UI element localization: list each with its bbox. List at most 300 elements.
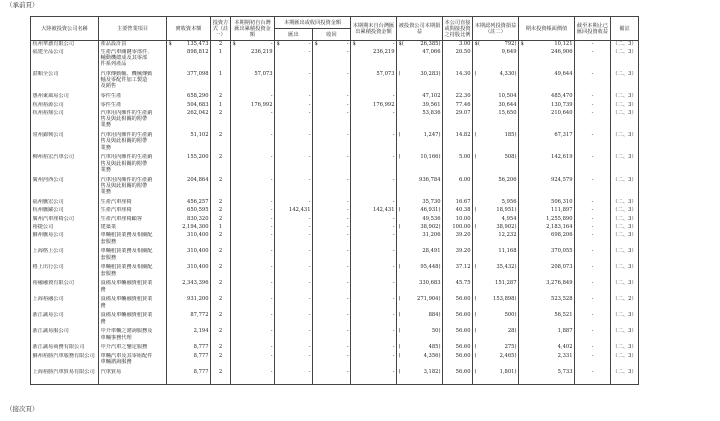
table-row <box>31 49 639 71</box>
cell-capital <box>167 353 211 369</box>
cell-method <box>211 280 231 296</box>
cell-book-value-value: 142,619 <box>551 154 573 161</box>
cell-outflow <box>275 71 313 93</box>
cell-recognized <box>473 49 519 71</box>
cell-end-amount <box>351 353 397 369</box>
cell-company-name <box>31 264 99 280</box>
currency-symbol: $ <box>474 41 478 47</box>
cell-business <box>99 353 167 369</box>
cell-book-value-value: 2,331 <box>557 352 573 359</box>
cell-company-name <box>31 280 99 296</box>
cell-profit-value: 3,182 <box>423 368 439 375</box>
cell-business-value: 生產汽車座椅 <box>100 207 132 214</box>
cell-business-value: 建築業 <box>100 223 117 230</box>
cell-recognized <box>473 369 519 385</box>
cell-remark <box>611 328 639 344</box>
cell-begin-amount-value: - <box>270 41 273 47</box>
cell-business <box>99 344 167 352</box>
cell-begin-amount-value: - <box>270 368 273 375</box>
cell-inflow-value: - <box>346 41 349 47</box>
cell-company-name <box>31 207 99 215</box>
cell-repatriated <box>575 369 611 385</box>
cell-end-amount-value: - <box>392 352 395 359</box>
cell-inflow <box>313 344 351 352</box>
cell-holding-pct-value: 20.50 <box>455 48 471 55</box>
negative-paren-close: ) <box>514 352 517 359</box>
cell-remark-value: （二、3） <box>612 110 637 117</box>
cell-company-name-value: 湛順全公司 <box>32 71 59 78</box>
cell-book-value <box>519 232 575 248</box>
cell-company-name <box>31 154 99 176</box>
cell-recognized <box>473 71 519 93</box>
negative-paren-open: ( <box>398 132 401 139</box>
cell-recognized-value: 15,650 <box>498 110 517 117</box>
cell-company-name-value: 上海裕勝汽車貿易有限公司 <box>32 368 95 375</box>
header-outflow: 匯出 <box>275 29 313 41</box>
cell-holding-pct-value: 40.38 <box>455 207 471 214</box>
cell-repatriated <box>575 132 611 154</box>
cell-book-value-value: 49,644 <box>554 71 573 78</box>
cell-remark-value: （二、3） <box>612 132 637 139</box>
header-capital: 實收資本額 <box>167 17 211 41</box>
cell-company-name <box>31 312 99 328</box>
cell-holding-pct <box>443 232 473 248</box>
cell-begin-amount-value: - <box>270 176 273 183</box>
cell-end-amount-value: 236,219 <box>373 48 395 55</box>
negative-paren-close: ) <box>438 71 441 78</box>
cell-remark <box>611 199 639 207</box>
cell-company-name-value: 廣州河西公司 <box>32 176 64 183</box>
cell-remark-value: （二、3） <box>612 198 637 205</box>
cell-method <box>211 71 231 93</box>
currency-symbol: $ <box>314 41 318 47</box>
cell-holding-pct <box>443 264 473 280</box>
cell-remark <box>611 280 639 296</box>
cell-repatriated-value: - <box>591 328 594 335</box>
negative-paren-close: ) <box>514 296 517 303</box>
cell-repatriated-value: - <box>591 280 594 287</box>
currency-symbol: $ <box>232 41 236 47</box>
cell-inflow <box>313 132 351 154</box>
cell-company-name <box>31 93 99 101</box>
cell-inflow-value: - <box>346 232 349 239</box>
cell-capital <box>167 199 211 207</box>
negative-paren-close: ) <box>438 312 441 319</box>
cell-end-amount <box>351 264 397 280</box>
cell-inflow-value: - <box>346 93 349 100</box>
cell-capital <box>167 93 211 101</box>
cell-holding-pct-value: 39.20 <box>455 248 471 255</box>
cell-business-value: 生產汽車座椅顧客 <box>100 215 143 222</box>
cell-capital <box>167 344 211 352</box>
cell-capital-value: 8,777 <box>193 344 209 351</box>
cell-business-value: 車輛租賃業務及相關配 套服務 <box>100 232 153 245</box>
cell-begin-amount-value: - <box>270 232 273 239</box>
cell-business <box>99 280 167 296</box>
cell-method-value: 2 <box>218 110 223 117</box>
cell-company-name-value: 廣州汽車座椅公司 <box>32 215 75 222</box>
negative-paren-open: ( <box>474 296 477 303</box>
cell-recognized-value: 9,649 <box>501 48 517 55</box>
cell-profit-value: 35,730 <box>422 198 441 205</box>
cell-business <box>99 216 167 224</box>
cell-remark <box>611 177 639 199</box>
cell-inflow-value: - <box>346 176 349 183</box>
negative-paren-open: ( <box>474 264 477 271</box>
cell-inflow-value: - <box>346 312 349 319</box>
negative-paren-open: ( <box>474 368 477 375</box>
cell-repatriated <box>575 264 611 280</box>
cell-book-value-value: 246,906 <box>551 48 573 55</box>
cell-recognized <box>473 353 519 369</box>
currency-symbol: $ <box>352 41 356 47</box>
cell-repatriated <box>575 248 611 264</box>
cell-end-amount-value: - <box>392 154 395 161</box>
negative-paren-close: ) <box>438 296 441 303</box>
negative-paren-close: ) <box>438 368 441 375</box>
cell-repatriated <box>575 41 611 49</box>
cell-recognized <box>473 224 519 232</box>
cell-end-amount-value: - <box>392 344 395 351</box>
cell-capital <box>167 102 211 110</box>
cell-book-value <box>519 102 575 110</box>
negative-paren-close: ) <box>514 368 517 375</box>
cell-inflow-value: - <box>346 110 349 117</box>
cell-capital <box>167 224 211 232</box>
cell-book-value-value: 485,470 <box>551 93 573 100</box>
cell-begin-amount-value: - <box>270 110 273 117</box>
cell-company-name-value: 杭州華創有限公司 <box>32 41 75 47</box>
cell-inflow-value: - <box>346 101 349 108</box>
cell-profit-value: 38,902 <box>420 223 439 230</box>
cell-book-value <box>519 132 575 154</box>
cell-recognized <box>473 110 519 132</box>
cell-outflow-value: - <box>308 368 311 375</box>
cell-method-value: 2 <box>218 154 223 161</box>
cell-recognized <box>473 312 519 328</box>
table-row <box>31 264 639 280</box>
cell-repatriated-value: - <box>591 232 594 239</box>
cell-inflow-value: - <box>346 296 349 303</box>
currency-symbol: $ <box>520 41 524 47</box>
cell-capital <box>167 296 211 312</box>
cell-method-value: 2 <box>218 368 223 375</box>
cell-business-value: 零件生產 <box>100 93 122 100</box>
table-row <box>31 232 639 248</box>
cell-inflow <box>313 224 351 232</box>
cell-holding-pct <box>443 41 473 49</box>
header-pct: 本公司直接或間接投資之持股比例 <box>443 17 473 41</box>
cell-company-name <box>31 102 99 110</box>
cell-begin-amount-value: 236,219 <box>251 48 273 55</box>
cell-book-value-value: 10,121 <box>554 41 573 47</box>
cell-capital-value: 8,777 <box>193 368 209 375</box>
cell-outflow <box>275 110 313 132</box>
cell-method <box>211 49 231 71</box>
cell-company-name-value: 上海格上公司 <box>32 248 64 255</box>
cell-end-amount-value: - <box>392 198 395 205</box>
negative-paren-close: ) <box>514 312 517 319</box>
cell-begin-amount <box>231 280 275 296</box>
cell-capital-value: 310,400 <box>187 264 209 271</box>
cell-outflow-value: - <box>308 312 311 319</box>
cell-inflow-value: - <box>346 48 349 55</box>
cell-holding-pct <box>443 344 473 352</box>
negative-paren-close: ) <box>514 223 517 230</box>
header-remark: 備註 <box>611 17 639 41</box>
cell-outflow <box>275 264 313 280</box>
cell-remark-value: （二、3） <box>612 248 637 255</box>
cell-business-value: 汽車傳動軸、機械傳動 軸及零配件加工製造 及銷售 <box>100 71 153 90</box>
cell-capital <box>167 154 211 176</box>
cell-business <box>99 154 167 176</box>
cell-remark-value: （二、3） <box>612 344 637 351</box>
cell-business <box>99 328 167 344</box>
cell-begin-amount <box>231 49 275 71</box>
cell-begin-amount <box>231 154 275 176</box>
cell-begin-amount-value: - <box>270 248 273 255</box>
cell-recognized-value: 4,954 <box>501 215 517 222</box>
negative-paren-close: ) <box>514 344 517 351</box>
cell-begin-amount <box>231 344 275 352</box>
cell-remark-value: （二、3） <box>612 207 637 214</box>
cell-holding-pct-value: 39.20 <box>455 232 471 239</box>
cell-profit-value: 39,561 <box>422 101 441 108</box>
cell-remark <box>611 224 639 232</box>
cell-business-value: 設備及車輛融資租賃業 務 <box>100 296 153 309</box>
cell-method-value: 2 <box>218 352 223 359</box>
cell-inflow-value: - <box>346 264 349 271</box>
cell-end-amount-value: - <box>392 93 395 100</box>
cell-remark <box>611 369 639 385</box>
cell-holding-pct <box>443 102 473 110</box>
cell-end-amount <box>351 132 397 154</box>
cell-outflow-value: - <box>308 296 311 303</box>
cell-business <box>99 207 167 215</box>
cell-profit-value: 485 <box>428 344 439 351</box>
negative-paren-open: ( <box>474 132 477 139</box>
table-row <box>31 71 639 93</box>
cell-outflow-value: - <box>308 110 311 117</box>
cell-inflow-value: - <box>346 207 349 214</box>
cell-profit <box>397 280 443 296</box>
cell-remark-value: （二、3） <box>612 232 637 239</box>
cell-holding-pct <box>443 49 473 71</box>
cell-begin-amount-value: - <box>270 207 273 214</box>
cell-begin-amount <box>231 328 275 344</box>
cell-profit <box>397 353 443 369</box>
cell-method <box>211 93 231 101</box>
cell-book-value <box>519 296 575 312</box>
cell-end-amount <box>351 224 397 232</box>
cell-begin-amount <box>231 41 275 49</box>
cell-profit <box>397 110 443 132</box>
cell-outflow <box>275 177 313 199</box>
cell-recognized-value: 500 <box>504 312 515 319</box>
negative-paren-close: ) <box>514 132 517 139</box>
header-inflow: 收回 <box>313 29 351 41</box>
cell-business-value: 中介車輛之諮詢服務及 車輛事務代理 <box>100 328 153 341</box>
cell-begin-amount-value: - <box>270 154 273 161</box>
cell-business-value: 生產汽車關鍵零部件、 輔動機總成及其零部 件系列產品 <box>100 48 153 68</box>
cell-recognized-value: 11,168 <box>498 248 517 255</box>
cell-begin-amount <box>231 264 275 280</box>
cell-repatriated <box>575 216 611 224</box>
cell-repatriated-value: - <box>591 198 594 205</box>
cell-holding-pct-value: 77.46 <box>455 101 471 108</box>
cell-business-value: 車輛租賃業務及相關配 套服務 <box>100 264 153 277</box>
cell-end-amount <box>351 177 397 199</box>
cell-inflow-value: - <box>346 248 349 255</box>
cell-inflow <box>313 177 351 199</box>
cell-profit-value: 271,904 <box>417 296 439 303</box>
cell-method-value: 2 <box>218 207 223 214</box>
cell-outflow <box>275 312 313 328</box>
cell-recognized-value: 4,330 <box>499 71 515 78</box>
cell-method-value: 2 <box>218 132 223 139</box>
cell-capital <box>167 232 211 248</box>
negative-paren-open: ( <box>398 368 401 375</box>
cell-outflow-value: - <box>308 71 311 78</box>
negative-paren-open: ( <box>474 154 477 161</box>
cell-recognized-value: 18,951 <box>496 207 515 214</box>
cell-business-value: 汽車用內飾件的生產銷 售及與此相關的附帶 業務 <box>100 176 153 196</box>
cell-method-value: 2 <box>218 328 223 335</box>
header-profit: 被投資公司本期損益 <box>397 17 443 41</box>
table-row <box>31 154 639 176</box>
cell-book-value <box>519 71 575 93</box>
cell-remark-value: （二、2） <box>612 296 637 303</box>
cell-business <box>99 312 167 328</box>
negative-paren-open: ( <box>398 344 401 351</box>
cell-method-value: 2 <box>218 232 223 239</box>
cell-repatriated-value: - <box>591 248 594 255</box>
cell-profit-value: 936,784 <box>419 176 441 183</box>
cell-repatriated <box>575 207 611 215</box>
cell-method <box>211 296 231 312</box>
cell-capital-value: 650,595 <box>187 207 209 214</box>
cell-outflow-value: - <box>308 344 311 351</box>
cell-profit <box>397 71 443 93</box>
cell-capital <box>167 177 211 199</box>
cell-outflow-value: - <box>308 232 311 239</box>
cell-repatriated <box>575 224 611 232</box>
cell-holding-pct <box>443 353 473 369</box>
cell-remark-value: （二、3） <box>612 93 637 100</box>
cell-book-value <box>519 353 575 369</box>
cell-inflow-value: - <box>346 132 349 139</box>
cell-method <box>211 154 231 176</box>
cell-end-amount <box>351 102 397 110</box>
cell-book-value-value: 67,317 <box>554 132 573 139</box>
cell-inflow <box>313 199 351 207</box>
cell-recognized-value: 508 <box>504 154 515 161</box>
negative-paren-open: ( <box>474 352 477 359</box>
table-row <box>31 102 639 110</box>
cell-repatriated <box>575 177 611 199</box>
cell-recognized-value: 153,898 <box>493 296 515 303</box>
cell-business <box>99 224 167 232</box>
cell-recognized <box>473 248 519 264</box>
cell-recognized <box>473 207 519 215</box>
cell-repatriated <box>575 280 611 296</box>
cell-book-value <box>519 154 575 176</box>
currency-symbol: $ <box>276 41 280 47</box>
negative-paren-close: ) <box>514 154 517 161</box>
cell-capital <box>167 280 211 296</box>
cell-repatriated-value: - <box>591 101 594 108</box>
cell-end-amount-value: - <box>392 328 395 335</box>
cell-remark <box>611 132 639 154</box>
cell-profit-value: 1,247 <box>423 132 439 139</box>
cell-book-value <box>519 199 575 207</box>
cell-profit-value: 26,385 <box>420 41 439 47</box>
cell-end-amount <box>351 344 397 352</box>
negative-paren-open: ( <box>398 207 401 214</box>
cell-remark <box>611 110 639 132</box>
cell-begin-amount-value: - <box>270 223 273 230</box>
cell-recognized-value: 10,504 <box>498 93 517 100</box>
cell-begin-amount <box>231 312 275 328</box>
cell-remark-value: （二、3） <box>612 101 637 108</box>
table-body <box>31 41 639 385</box>
cell-book-value-value: 924,579 <box>551 176 573 183</box>
cell-begin-amount <box>231 224 275 232</box>
cell-repatriated <box>575 49 611 71</box>
cell-outflow-value: - <box>308 248 311 255</box>
cell-company-name-value: 格上出行公司 <box>32 264 64 271</box>
cell-remark <box>611 248 639 264</box>
cell-outflow <box>275 344 313 352</box>
table-row <box>31 199 639 207</box>
cell-company-name-value: 浙江誠易商務有限公司 <box>32 344 85 351</box>
cell-recognized-value: 792 <box>504 41 515 47</box>
cell-company-name <box>31 232 99 248</box>
negative-paren-close: ) <box>438 41 441 47</box>
cell-method <box>211 232 231 248</box>
cell-business-value: 設備及車輛融資租賃業 務 <box>100 280 153 293</box>
cell-holding-pct-value: 29.07 <box>455 110 471 117</box>
table-row <box>31 224 639 232</box>
negative-paren-open: ( <box>401 41 404 47</box>
cell-repatriated-value: - <box>591 223 594 230</box>
cell-begin-amount-value: - <box>270 352 273 359</box>
cell-remark <box>611 71 639 93</box>
cell-remark <box>611 232 639 248</box>
table-row <box>31 312 639 328</box>
cell-remark-value: （二、3） <box>612 223 637 230</box>
cell-company-name <box>31 296 99 312</box>
cell-repatriated <box>575 353 611 369</box>
header-repat: 截至本期止已匯回投資收益 <box>575 17 611 41</box>
cell-profit <box>397 41 443 49</box>
cell-profit <box>397 199 443 207</box>
cell-book-value <box>519 224 575 232</box>
cell-method-value: 2 <box>218 93 223 100</box>
cell-profit-value: 28,491 <box>422 248 441 255</box>
cell-repatriated <box>575 154 611 176</box>
cell-recognized <box>473 344 519 352</box>
cell-capital-value: 456,257 <box>187 198 209 205</box>
cell-company-name-value: 杭州裕源公司 <box>32 101 64 108</box>
cell-business-value: 汽車貿易 <box>100 368 122 375</box>
cell-remark <box>611 264 639 280</box>
cell-book-value-value: 210,640 <box>551 110 573 117</box>
cell-end-amount-value: - <box>392 232 395 239</box>
cell-company-name-value: 上海裕融公司 <box>32 296 64 303</box>
cell-method <box>211 132 231 154</box>
cell-method <box>211 344 231 352</box>
